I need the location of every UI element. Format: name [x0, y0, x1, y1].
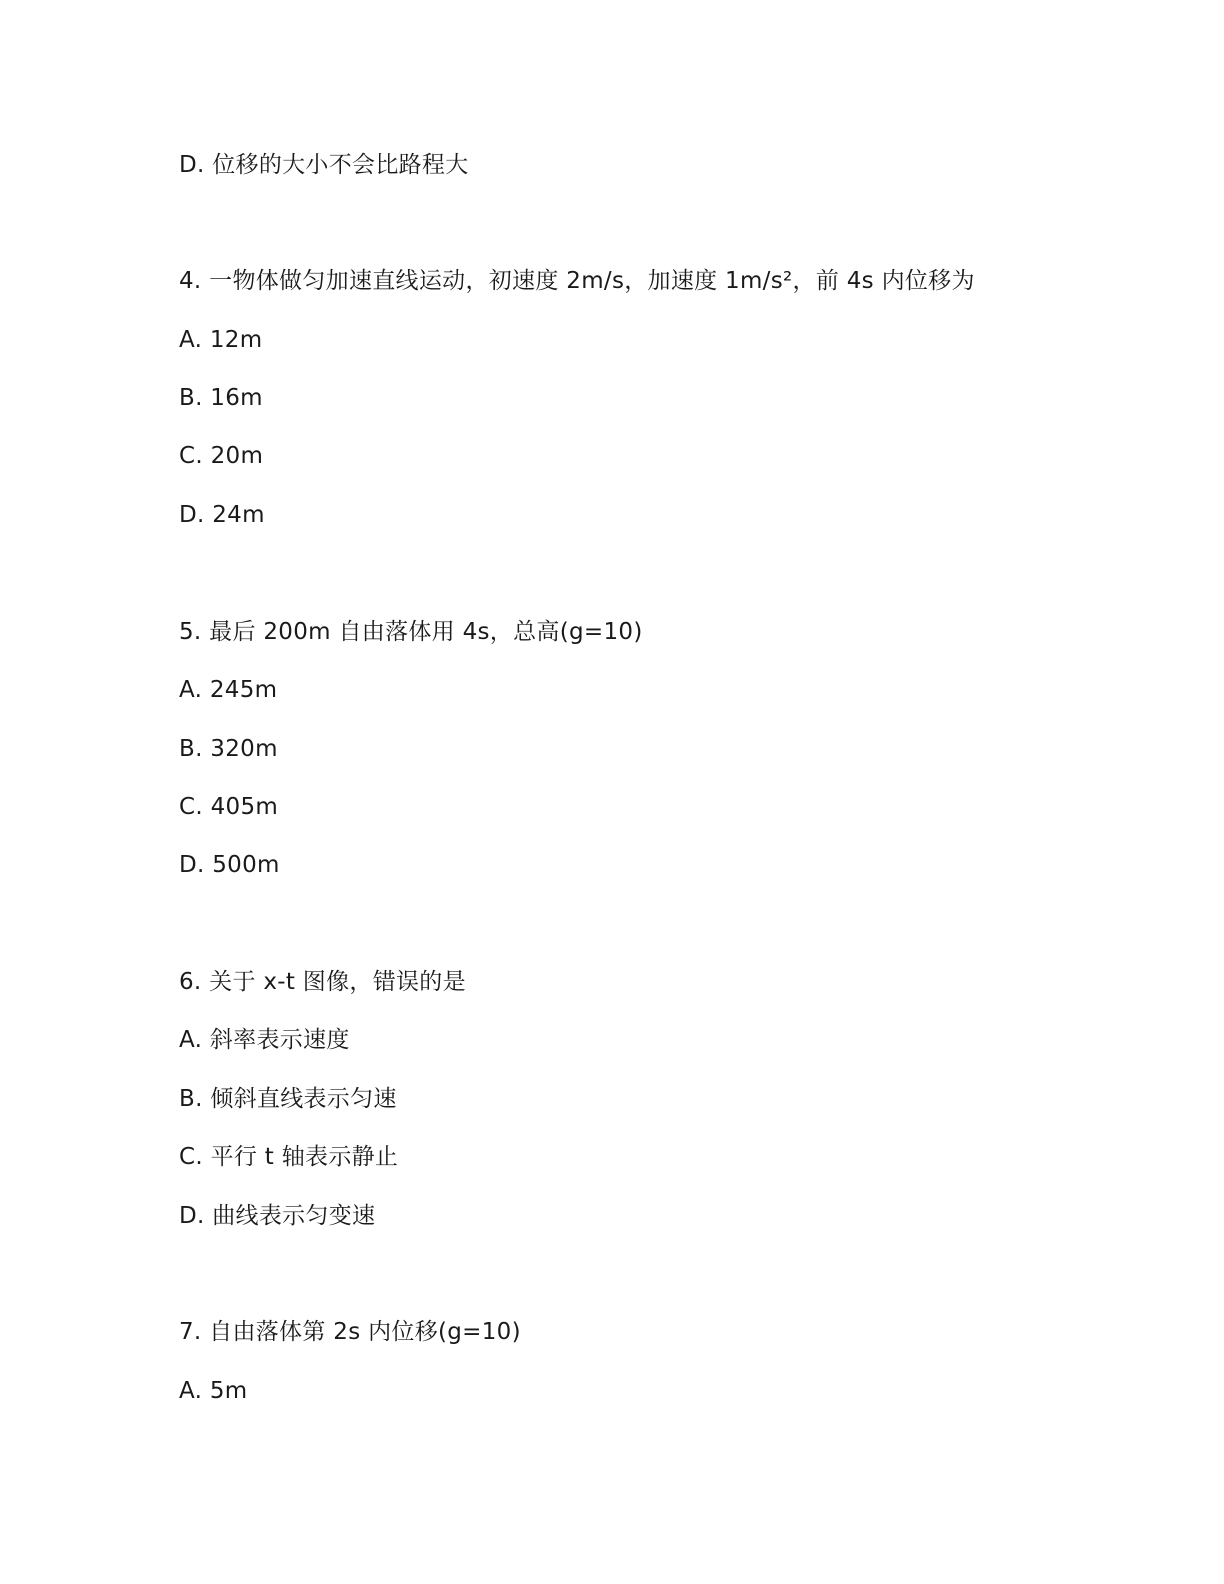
question-7: 7. 自由落体第 2s 内位移(g=10): [179, 1319, 521, 1345]
option-6d: D. 曲线表示匀变速: [179, 1203, 376, 1229]
option-4b: B. 16m: [179, 385, 263, 411]
question-4: 4. 一物体做匀加速直线运动，初速度 2m/s，加速度 1m/s²，前 4s 内位移为: [179, 268, 975, 294]
option-6c: C. 平行 t 轴表示静止: [179, 1144, 399, 1170]
option-4a: A. 12m: [179, 327, 263, 353]
option-7a: A. 5m: [179, 1378, 248, 1404]
option-4c: C. 20m: [179, 443, 264, 469]
option-5a: A. 245m: [179, 677, 278, 703]
option-3d: D. 位移的大小不会比路程大: [179, 152, 469, 178]
option-5c: C. 405m: [179, 794, 279, 820]
question-5: 5. 最后 200m 自由落体用 4s，总高(g=10): [179, 619, 643, 645]
option-5d: D. 500m: [179, 852, 280, 878]
option-6b: B. 倾斜直线表示匀速: [179, 1086, 397, 1112]
option-5b: B. 320m: [179, 736, 278, 762]
option-4d: D. 24m: [179, 502, 265, 528]
option-6a: A. 斜率表示速度: [179, 1027, 350, 1053]
question-6: 6. 关于 x-t 图像，错误的是: [179, 969, 466, 995]
